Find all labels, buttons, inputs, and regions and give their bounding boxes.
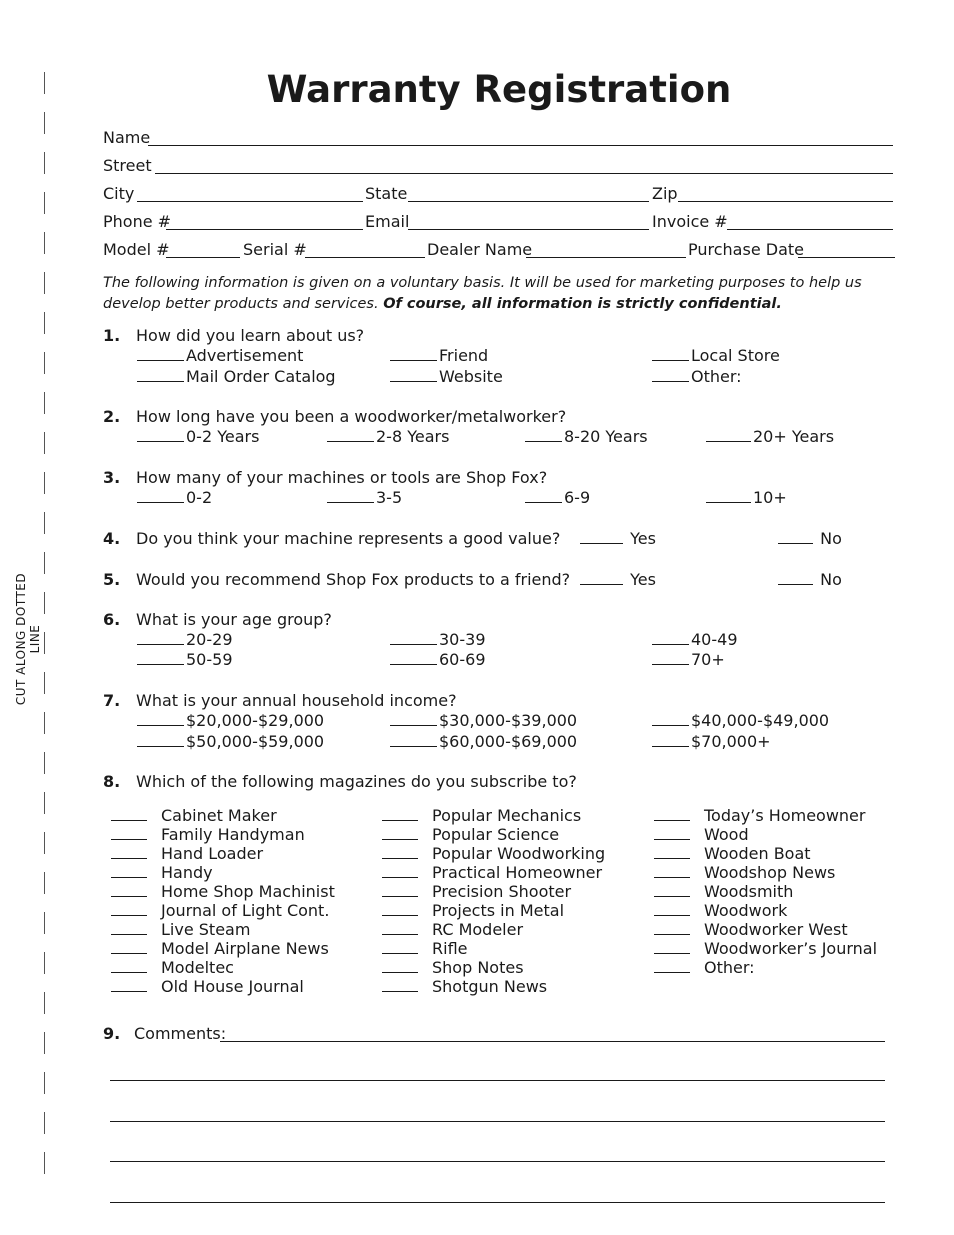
q4-text: Do you think your machine represents a good value? [136,529,561,548]
q3-text: How many of your machines or tools are Shop Fox? [136,468,548,487]
q1-option[interactable]: Website [390,367,503,387]
comments-line[interactable] [110,1161,885,1162]
q9-text: Comments: [134,1024,227,1043]
q8-text: Which of the following magazines do you subscribe to? [136,772,577,791]
magazine-item[interactable]: Other: [654,958,755,977]
serial-field[interactable] [305,257,425,258]
magazine-item[interactable]: Practical Homeowner [382,863,602,882]
q2-option[interactable]: 2-8 Years [327,427,449,447]
q1-option[interactable]: Friend [390,346,488,366]
street-label: Street [103,156,152,175]
q1-number: 1. [103,326,121,345]
magazine-item[interactable]: Popular Woodworking [382,844,605,863]
magazine-item[interactable]: Projects in Metal [382,901,564,920]
magazine-item[interactable]: Modeltec [111,958,234,977]
state-label: State [365,184,408,203]
magazine-item[interactable]: Hand Loader [111,844,263,863]
magazine-item[interactable]: Woodwork [654,901,787,920]
q7-option[interactable]: $20,000-$29,000 [137,711,324,731]
magazine-item[interactable]: Popular Mechanics [382,806,581,825]
q9-number: 9. [103,1024,121,1043]
q7-number: 7. [103,691,121,710]
q3-number: 3. [103,468,121,487]
intro-text: The following information is given on a voluntary basis. It will be used for marketing purposes to help us develop better products and services. Of course, all information is strictly confidential. [103,275,862,312]
q4-option-no[interactable]: No [778,529,842,549]
comments-line[interactable] [110,1080,885,1081]
purchase-date-field[interactable] [798,257,895,258]
cut-along-label: CUT ALONG DOTTED LINE [14,572,42,706]
q1-text: How did you learn about us? [136,326,365,345]
email-field[interactable] [408,229,649,230]
zip-label: Zip [652,184,678,203]
q2-number: 2. [103,407,121,426]
magazine-item[interactable]: Woodsmith [654,882,793,901]
q7-option[interactable]: $30,000-$39,000 [390,711,577,731]
serial-label: Serial # [243,240,307,259]
street-field[interactable] [155,173,893,174]
q5-option-no[interactable]: No [778,570,842,590]
magazine-item[interactable]: Shop Notes [382,958,524,977]
dealer-field[interactable] [526,257,686,258]
name-field[interactable] [148,145,893,146]
q8-number: 8. [103,772,121,791]
purchase-date-label: Purchase Date [688,240,804,259]
magazine-item[interactable]: Shotgun News [382,977,547,996]
q5-option-yes[interactable]: Yes [580,570,656,590]
q5-text: Would you recommend Shop Fox products to a friend? [136,570,571,589]
q6-option[interactable]: 50-59 [137,650,233,670]
q1-option[interactable]: Mail Order Catalog [137,367,336,387]
phone-label: Phone # [103,212,172,231]
q3-option[interactable]: 6-9 [525,488,590,508]
magazine-item[interactable]: RC Modeler [382,920,523,939]
name-label: Name [103,128,151,147]
q6-text: What is your age group? [136,610,332,629]
email-label: Email [365,212,410,231]
magazine-item[interactable]: Cabinet Maker [111,806,277,825]
magazine-item[interactable]: Wood [654,825,749,844]
model-field[interactable] [166,257,240,258]
magazine-item[interactable]: Precision Shooter [382,882,571,901]
magazine-item[interactable]: Live Steam [111,920,250,939]
q2-text: How long have you been a woodworker/metalworker? [136,407,567,426]
page-title: Warranty Registration [266,68,732,111]
phone-field[interactable] [166,229,363,230]
q2-option[interactable]: 8-20 Years [525,427,648,447]
magazine-item[interactable]: Journal of Light Cont. [111,901,329,920]
magazine-item[interactable]: Today’s Homeowner [654,806,865,825]
q2-option[interactable]: 0-2 Years [137,427,259,447]
dealer-label: Dealer Name [427,240,533,259]
q4-number: 4. [103,529,121,548]
q7-option[interactable]: $60,000-$69,000 [390,732,577,752]
magazine-item[interactable]: Woodworker’s Journal [654,939,877,958]
q3-option[interactable]: 3-5 [327,488,402,508]
q7-option[interactable]: $50,000-$59,000 [137,732,324,752]
q4-option-yes[interactable]: Yes [580,529,656,549]
zip-field[interactable] [678,201,893,202]
q6-option[interactable]: 70+ [652,650,725,670]
q6-option[interactable]: 30-39 [390,630,486,650]
q3-option[interactable]: 0-2 [137,488,212,508]
magazine-item[interactable]: Old House Journal [111,977,304,996]
comments-line[interactable] [110,1121,885,1122]
magazine-item[interactable]: Home Shop Machinist [111,882,335,901]
magazine-item[interactable]: Woodworker West [654,920,848,939]
magazine-item[interactable]: Woodshop News [654,863,835,882]
city-field[interactable] [137,201,363,202]
q7-text: What is your annual household income? [136,691,457,710]
state-field[interactable] [408,201,649,202]
magazine-item[interactable]: Model Airplane News [111,939,329,958]
q6-option[interactable]: 20-29 [137,630,233,650]
q3-option[interactable]: 10+ [706,488,787,508]
model-label: Model # [103,240,170,259]
comments-line[interactable] [220,1041,885,1042]
q6-number: 6. [103,610,121,629]
q1-option[interactable]: Other: [652,367,742,387]
city-label: City [103,184,135,203]
q6-option[interactable]: 40-49 [652,630,738,650]
invoice-label: Invoice # [652,212,728,231]
q6-option[interactable]: 60-69 [390,650,486,670]
q1-option[interactable]: Advertisement [137,346,303,366]
q1-option[interactable]: Local Store [652,346,780,366]
q5-number: 5. [103,570,121,589]
magazine-item[interactable]: Handy [111,863,213,882]
q2-option[interactable]: 20+ Years [706,427,834,447]
q7-option[interactable]: $70,000+ [652,732,771,752]
invoice-field[interactable] [727,229,893,230]
magazine-item[interactable]: Rifle [382,939,467,958]
comments-line[interactable] [110,1202,885,1203]
magazine-item[interactable]: Family Handyman [111,825,305,844]
magazine-item[interactable]: Wooden Boat [654,844,811,863]
magazine-item[interactable]: Popular Science [382,825,559,844]
q7-option[interactable]: $40,000-$49,000 [652,711,829,731]
